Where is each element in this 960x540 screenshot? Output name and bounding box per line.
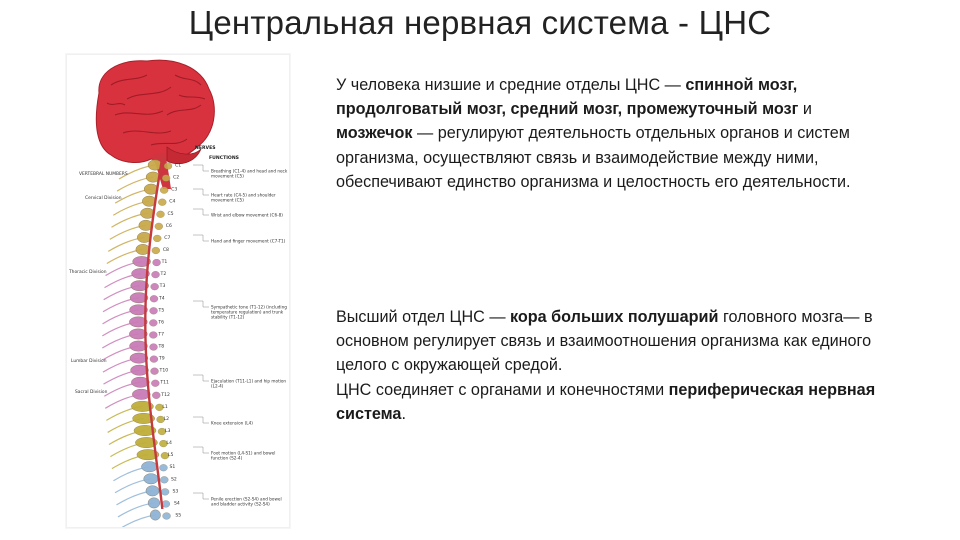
- vertebra-label-t7: T7: [158, 332, 165, 338]
- function-bracket-5: [193, 301, 209, 307]
- vertebra-label-t5: T5: [158, 308, 165, 314]
- function-bracket-6: [193, 375, 209, 381]
- paragraph-1-segment-2: спинной мозг, продолговатый мозг, средний мозг, промежуточный мозг: [336, 76, 799, 119]
- vertebra-label-t4: T4: [159, 296, 165, 302]
- vertebra-label-s4: S4: [173, 501, 180, 507]
- vertebra-label-c8: C8: [162, 247, 169, 253]
- side-label-2: Cervical Division: [85, 196, 122, 201]
- vertebra-label-l4: L4: [166, 441, 172, 447]
- vertebra-label-s2: S2: [170, 477, 177, 483]
- spinous-process-t12: [152, 392, 160, 399]
- paragraph-3-text: [336, 378, 881, 426]
- paragraph-1-segment-4: мозжечок: [336, 124, 413, 143]
- spine-column: [102, 159, 172, 527]
- paragraph-lower-cns: [336, 73, 881, 194]
- paragraph-3-segment-2: периферическая нервная система: [336, 381, 876, 424]
- function-label-5-line-3: stability (T1-12): [211, 314, 245, 320]
- function-label-3: [211, 212, 283, 217]
- function-label-7: [211, 420, 253, 425]
- vertebra-label-c3: C3: [171, 187, 178, 193]
- function-label-1-line-2: movement (C5): [211, 173, 244, 179]
- function-label-2-line-1: Heart rate (C4-5) and shoulder: [211, 192, 276, 198]
- function-label-8-line-2: function (S2-4): [211, 455, 243, 461]
- side-label-3: Thoracic Division: [69, 270, 107, 275]
- function-label-7-line-1: Knee extension (L4): [211, 420, 253, 426]
- function-label-9: [211, 496, 282, 506]
- paragraph-2-segment-1: Высший отдел ЦНС —: [336, 308, 511, 326]
- vertebra-label-c2: C2: [173, 175, 180, 181]
- spinous-process-c2: [162, 175, 170, 182]
- spinous-process-s3: [161, 488, 169, 495]
- vertebra-label-t3: T3: [159, 284, 166, 290]
- vertebra-label-l1: L1: [162, 404, 168, 410]
- function-label-2: [211, 192, 276, 202]
- function-label-3-line-1: Wrist and elbow movement (C6-8): [211, 212, 283, 218]
- vertebra-s1: [141, 462, 157, 472]
- paragraph-1-segment-5: — регулируют деятельность отдельных органов и систем организма, осуществляют связь и взаимодействие между ними, обеспечивают единство организма и целостность его деятельности.: [336, 124, 851, 191]
- vertebra-label-t9: T9: [158, 356, 165, 362]
- paragraph-1-segment-3: и: [798, 100, 812, 119]
- spinous-process-c4: [158, 199, 166, 206]
- function-label-6-line-1: Ejaculation (T11-L1) and hip motion: [211, 378, 287, 384]
- function-bracket-3: [193, 209, 209, 215]
- nerves-heading: NERVES: [195, 146, 216, 151]
- vertebra-label-l2: L2: [163, 416, 170, 422]
- vertebra-label-c4: C4: [169, 199, 176, 205]
- figure-labels: [68, 145, 288, 519]
- vertebra-s4: [148, 498, 160, 508]
- function-label-5-line-2: temperature regulation) and trunk: [211, 309, 284, 315]
- function-label-6-line-2: (L2-4): [211, 383, 224, 389]
- spinous-process-c7: [153, 235, 161, 242]
- spinous-process-t11: [151, 380, 159, 387]
- spinous-process-t3: [151, 283, 159, 290]
- spinous-process-t8: [150, 344, 158, 351]
- vertebra-label-t6: T6: [158, 320, 165, 326]
- function-label-5: [211, 304, 287, 319]
- vertebra-label-t12: T12: [161, 392, 170, 398]
- spinal-cord-illustration: [66, 54, 290, 528]
- spinous-process-c1: [164, 163, 172, 170]
- paragraph-1-text: [336, 73, 881, 194]
- vertebra-label-t11: T11: [160, 380, 169, 386]
- functions-heading: FUNCTIONS: [209, 156, 239, 161]
- paragraph-3-segment-3: .: [401, 405, 406, 424]
- side-label-5: Sacral Division: [75, 390, 108, 395]
- spinal-cord-svg: [67, 55, 289, 527]
- function-bracket-7: [193, 417, 209, 423]
- function-bracket-2: [193, 189, 209, 195]
- spinous-process-t9: [150, 356, 158, 363]
- function-bracket-1: [193, 165, 209, 171]
- spinous-process-t6: [149, 319, 157, 326]
- vertebra-label-c7: C7: [164, 235, 171, 241]
- vertebra-label-l5: L5: [167, 453, 174, 459]
- side-label-4: Lumbar Division: [71, 359, 107, 364]
- function-bracket-4: [193, 235, 209, 241]
- vertebra-s3: [146, 486, 159, 496]
- spinous-process-s1: [159, 464, 167, 471]
- spinous-process-t7: [149, 332, 157, 339]
- vertebra-label-c6: C6: [165, 223, 172, 229]
- vertebra-label-c1: C1: [175, 163, 182, 169]
- function-label-1-line-1: Breathing (C1-4) and head and neck: [211, 168, 288, 174]
- function-label-9-line-1: Penile erection (S2-S4) and bowel: [211, 496, 282, 502]
- function-label-6: [211, 378, 286, 388]
- function-label-4-line-1: Hand and finger movement (C7-T1): [211, 238, 286, 244]
- function-label-2-line-2: movement (C5): [211, 197, 244, 203]
- vertebra-label-t8: T8: [158, 344, 165, 350]
- vertebra-s2: [144, 474, 159, 484]
- spinous-process-t4: [150, 295, 158, 302]
- function-label-8-line-1: Foot motion (L4-S1) and bowel: [211, 450, 276, 456]
- spinous-process-c3: [160, 187, 168, 194]
- vertebra-s5: [150, 510, 160, 520]
- vertebra-label-t10: T10: [159, 368, 169, 374]
- function-label-9-line-2: and bladder activity (S2-S4): [211, 501, 270, 507]
- slide-title: Центральная нервная система - ЦНС: [188, 4, 772, 41]
- spinous-process-s2: [160, 476, 168, 483]
- vertebra-label-t2: T2: [160, 272, 167, 278]
- nerve-root-s5: [119, 515, 155, 527]
- vertebra-label-t1: T1: [161, 260, 168, 266]
- function-bracket-9: [193, 493, 209, 499]
- function-label-8: [211, 450, 275, 460]
- spinous-process-c6: [155, 223, 163, 230]
- function-label-5-line-1: Sympathetic tone (T1-12) (including: [211, 304, 287, 310]
- paragraph-2-segment-3: головного мозга— в основном регулирует связь и взаимоотношения организма как единого целого с окружающей средой.: [336, 308, 873, 375]
- spinous-process-t10: [151, 368, 159, 375]
- function-bracket-8: [193, 447, 209, 453]
- paragraph-2-segment-2: кора больших полушарий: [510, 308, 719, 326]
- paragraph-1-segment-1: У человека низшие и средние отделы ЦНС —: [336, 76, 686, 94]
- vertebra-label-s3: S3: [172, 489, 179, 495]
- side-label-1: VERTEBRAL NUMBERS: [79, 172, 128, 177]
- paragraph-peripheral: [336, 378, 881, 426]
- spinous-process-t2: [152, 271, 160, 278]
- spinous-process-c5: [156, 211, 164, 218]
- spinous-process-t1: [153, 259, 161, 266]
- vertebra-label-l3: L3: [164, 429, 171, 435]
- vertebra-label-s5: S5: [175, 513, 182, 519]
- paragraph-2-text: [336, 305, 881, 378]
- vertebra-label-s1: S1: [169, 465, 176, 471]
- spinous-process-t5: [150, 307, 158, 314]
- function-label-4: [211, 238, 286, 243]
- spinous-process-s5: [163, 513, 171, 520]
- vertebra-label-c5: C5: [167, 211, 174, 217]
- paragraph-higher-cns: [336, 305, 881, 378]
- function-label-1: [211, 168, 288, 178]
- spinous-process-c8: [152, 247, 160, 254]
- paragraph-3-segment-1: ЦНС соединяет с органами и конечностями: [336, 381, 669, 399]
